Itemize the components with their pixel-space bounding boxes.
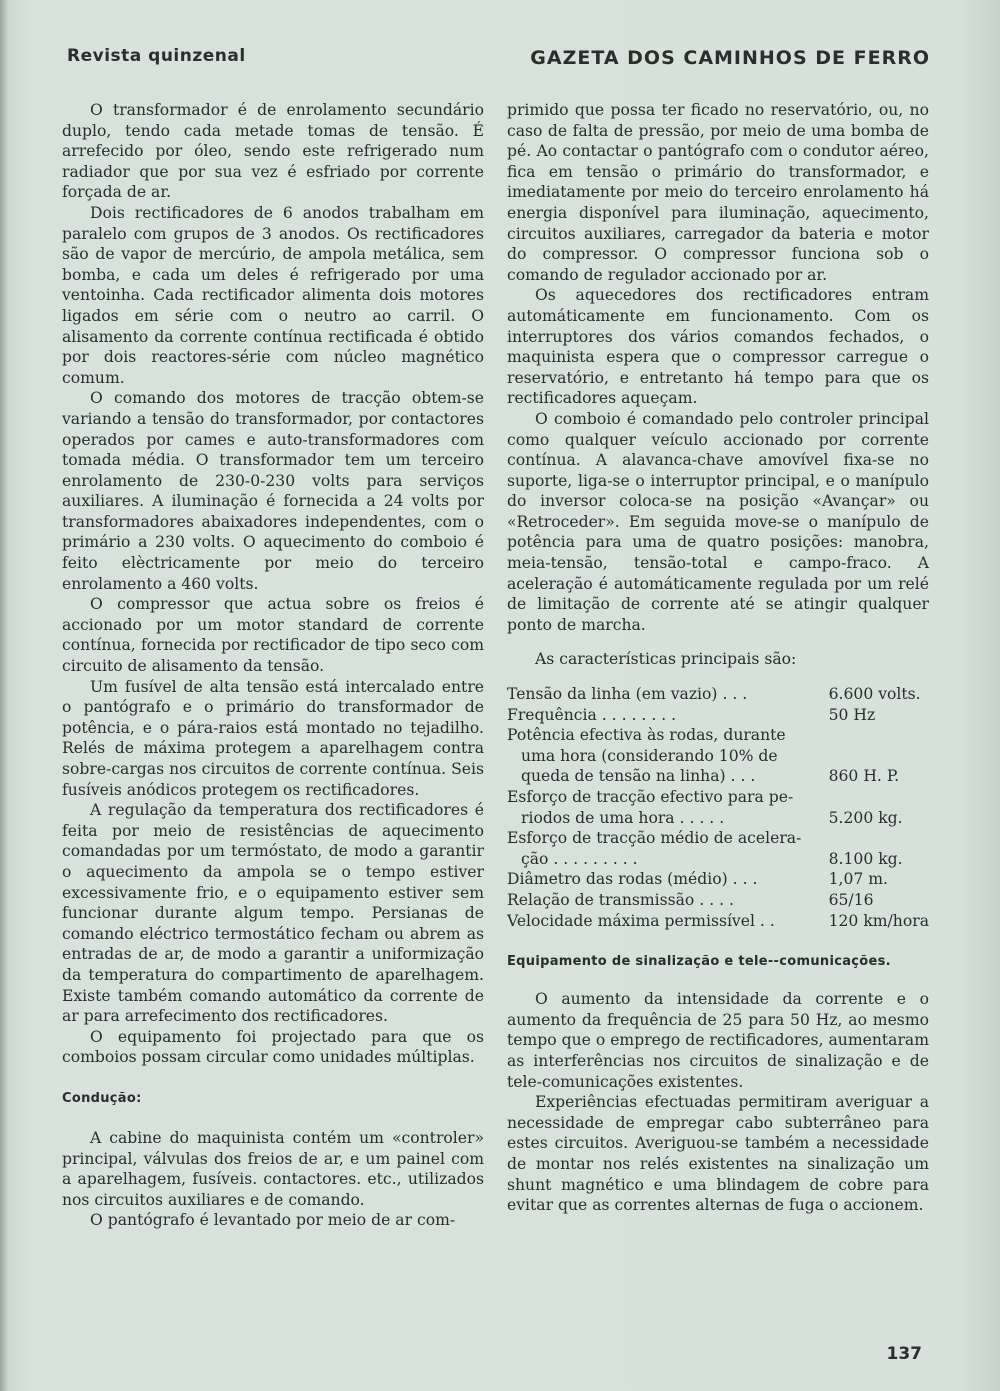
- paragraph: Dois rectificadores de 6 anodos trabalham em paralelo com grupos de 3 anodos. Os rectificadores são de vapor de mercúrio, de ampola metálica, sem bomba, e cada um deles é refrigerado por uma ventoinha. Cada rectificador alimenta dois motores ligados em série com o neutro ao carril. O alisamento da corrente contínua rectificada é obtido por dois reactores-série com núcleo magnético comum.: [62, 203, 484, 387]
- paragraph: O equipamento foi projectado para que os comboios possam circular como unidades múltiplas.: [62, 1027, 484, 1067]
- paragraph: O compressor que actua sobre os freios é accionado por um motor standard de corrente contínua, fornecida por rectificador de tipo seco com circuito de alisamento da tensão.: [62, 595, 484, 676]
- spec-row: [507, 725, 929, 787]
- paragraph: A cabine do maquinista contém um «controler» principal, válvulas dos freios de ar, e um painel com a aparelhagem, fusíveis. contactores. etc., utilizados nos circuitos auxiliares e de comando.: [62, 1128, 484, 1209]
- spec-value: 1,07 m.: [828, 870, 889, 889]
- page-number: 137: [886, 1344, 922, 1364]
- spec-label: Relação de transmissão . . . .: [507, 890, 734, 909]
- spec-label-continuation: ção . . . . . . . . .: [521, 849, 638, 868]
- spec-label: Esforço de tracção médio de acelera-: [507, 829, 802, 848]
- spec-label: Tensão da linha (em vazio) . . .: [507, 685, 748, 704]
- section-heading-conducao: Condução:: [62, 1090, 142, 1106]
- paragraph: O aumento da intensidade da corrente e o aumento da frequência de 25 para 50 Hz, ao mesmo tempo que o emprego de rectificadores, aumentaram as interferências nos circuitos de sinalização e de tele-comunicações existentes.: [507, 990, 929, 1091]
- spec-label: Velocidade máxima permissível . .: [507, 911, 775, 930]
- paragraph: A regulação da temperatura dos rectificadores é feita por meio de resistências de aquecimento comandadas por um termóstato, de modo a garantir o aquecimento da ampola se o tempo estiver excessivamente frio, e o equipamento estiver sem funcionar durante algum tempo. Persianas de comando eléctrico termostático fecham ou abrem as entradas de ar, de modo a garantir a uniformização da temperatura do compartimento de aparelhagem. Existe também comando automático da corrente de ar para arrefecimento dos rectificadores.: [62, 801, 484, 1026]
- specifications-table: [507, 684, 929, 931]
- header-periodicity: Revista quinzenal: [67, 46, 246, 66]
- spec-label: Diâmetro das rodas (médio) . . .: [507, 870, 758, 889]
- spec-row: [507, 705, 929, 726]
- spec-value: 65/16: [828, 890, 874, 909]
- spec-row: [507, 890, 929, 911]
- spec-label: Frequência . . . . . . . .: [507, 705, 677, 724]
- paragraph: O comboio é comandado pelo controler principal como qualquer veículo accionado por corrente contínua. A alavanca-chave amovível fixa-se no suporte, liga-se o interruptor principal, e o manípulo do inversor coloca-se na posição «Avançar» ou «Retroceder». Em seguida move-se o manípulo de potência para uma de quatro posições: manobra, meia-tensão, tensão-total e campo-fraco. A aceleração é automáticamente regulada por um relé de limitação de corrente até se atingir qualquer ponto de marcha.: [507, 409, 929, 634]
- paragraph: Um fusível de alta tensão está intercalado entre o pantógrafo e o primário do transformador de potência, e o pára-raios está montado no tejadilho. Relés de máxima protegem a aparelhagem contra sobre-cargas nos circuitos de corrente contínua. Seis fusíveis anódicos protegem os rectificadores.: [62, 677, 484, 799]
- spec-row: [507, 684, 929, 705]
- paragraph: O comando dos motores de tracção obtem-se variando a tensão do transformador, por contactores operados por cames e auto-transformadores com tomada média. O transformador tem um terceiro enrolamento de 230-0-230 volts para serviços auxiliares. A iluminação é fornecida a 24 volts por transformadores abaixadores independentes, com o primário a 230 volts. O aquecimento do comboio é feito elèctricamente por meio do terceiro enrolamento a 460 volts.: [62, 389, 484, 593]
- page-edge: [0, 0, 8, 1391]
- spec-value: 860 H. P.: [828, 767, 900, 786]
- spec-label-continuation: riodos de uma hora . . . . .: [521, 808, 725, 827]
- right-column: [507, 100, 929, 1216]
- paragraph: primido que possa ter ficado no reservatório, ou, no caso de falta de pressão, por meio de uma bomba de pé. Ao contactar o pantógrafo com o condutor aéreo, fica em tensão o primário do transformador, e imediatamente por meio do terceiro enrolamento há energia disponível para iluminação, aquecimento, circuitos auxiliares, carregador da bateria e motor do compressor. O compressor funciona sob o comando de regulador accionado por ar.: [507, 101, 929, 284]
- spec-value: 6.600 volts.: [828, 685, 921, 704]
- spec-value: 5.200 kg.: [828, 808, 903, 827]
- specs-intro: As características principais são:: [535, 650, 797, 669]
- spec-label: Esforço de tracção efectivo para pe-: [507, 788, 794, 806]
- spec-value: 50 Hz: [828, 705, 876, 724]
- spec-value: 8.100 kg.: [828, 849, 903, 868]
- paragraph: Os aquecedores dos rectificadores entram automáticamente em funcionamento. Com os interruptores dos vários comandos fechados, o maquinista espera que o compressor carregue o reservatório, e entretanto há tempo para que os rectificadores aqueçam.: [507, 286, 929, 408]
- spec-label-continuation: uma hora (considerando 10% de queda de tensão na linha) . . .: [521, 746, 778, 786]
- spec-row: [507, 787, 929, 828]
- section-heading-signalling: Equipamento de sinalização e tele--comunicações.: [507, 954, 891, 970]
- spec-row: [507, 911, 929, 932]
- spec-row: [507, 828, 929, 869]
- spec-label: Potência efectiva às rodas, durante: [507, 726, 786, 745]
- paragraph: O transformador é de enrolamento secundário duplo, tendo cada metade tomas de tensão. É arrefecido por óleo, sendo este refrigerado num radiador que por sua vez é esfriado por corrente forçada de ar.: [62, 101, 484, 202]
- paragraph: Experiências efectuadas permitiram averiguar a necessidade de empregar cabo subterrâneo para estes circuitos. Averiguou-se também a necessidade de montar nos relés existentes na sinalização um shunt magnético e uma blindagem de cobre para evitar que as correntes alternas de fuga o accionem.: [507, 1093, 929, 1215]
- spec-value: 120 km/hora: [828, 911, 929, 930]
- header-journal-title: GAZETA DOS CAMINHOS DE FERRO: [530, 47, 930, 69]
- left-column: [62, 100, 484, 1231]
- paragraph: O pantógrafo é levantado por meio de ar com-: [90, 1211, 456, 1230]
- spec-row: [507, 869, 929, 890]
